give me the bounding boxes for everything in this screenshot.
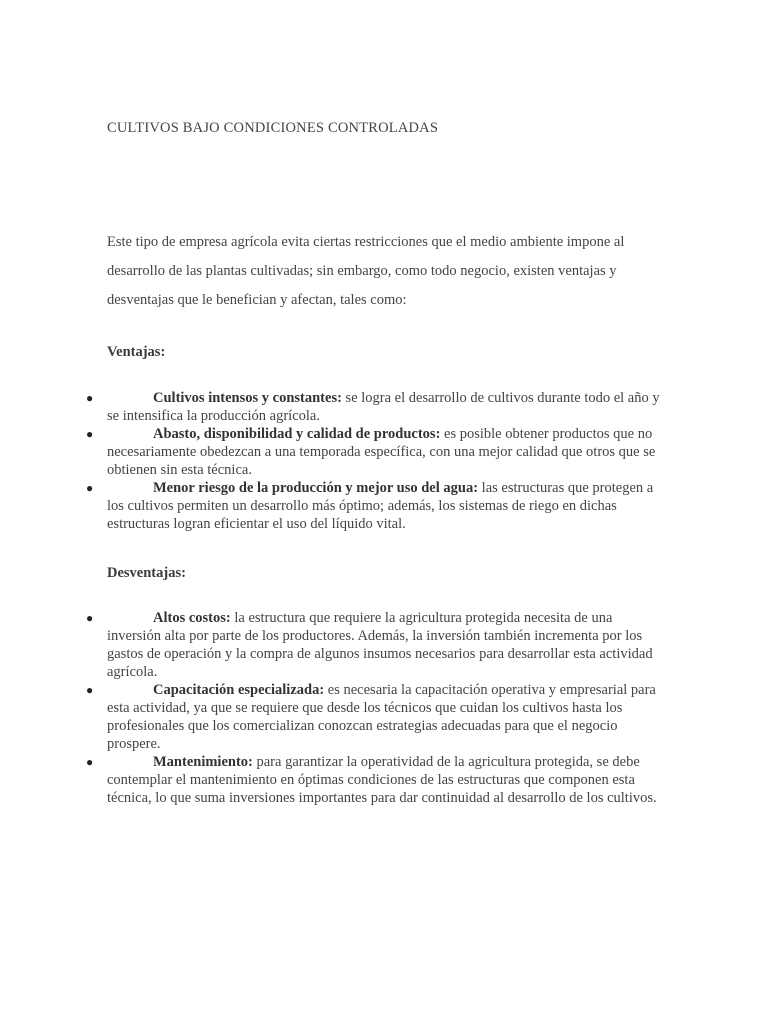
item-text: es necesaria la capacitación operativa y empresarial para esta actividad, ya que se requiere que desde los técnicos que cuidan los cultivos hasta los profesionales que los comercializan conozcan estrategias adecuadas para que el negocio prospere. (107, 682, 656, 752)
item-text: la estructura que requiere la agricultura protegida necesita de una inversión alta por parte de los productores. Además, la inversión también incrementa por los gastos de operación y la compra de algunos insumos necesarios para desarrollar esta actividad agrícola. (107, 610, 653, 680)
ventajas-list (0, 389, 768, 533)
list-item (0, 479, 667, 533)
intro-paragraph: Este tipo de empresa agrícola evita ciertas restricciones que el medio ambiente impone al desarrollo de las plantas cultivadas; sin embargo, como todo negocio, existen ventajas y desventajas que le benefician y afectan, tales como: (107, 234, 625, 308)
item-term: Mantenimiento: (153, 754, 253, 770)
bullet-icon: ● (86, 755, 94, 769)
item-term: Cultivos intensos y constantes: (153, 390, 342, 406)
list-item (0, 389, 667, 425)
bullet-icon: ● (86, 481, 94, 495)
bullet-icon: ● (86, 391, 94, 405)
item-term: Capacitación especializada: (153, 682, 325, 698)
bullet-icon: ● (86, 427, 94, 441)
list-item (0, 753, 667, 807)
list-item (0, 425, 667, 479)
list-item (0, 681, 667, 753)
ventajas-heading: Ventajas: (107, 344, 166, 360)
bullet-icon: ● (86, 611, 94, 625)
list-item (0, 609, 667, 681)
item-text: se logra el desarrollo de cultivos durante todo el año y se intensifica la producción agrícola. (107, 390, 660, 424)
item-term: Menor riesgo de la producción y mejor uso del agua: (153, 480, 479, 496)
document-title: CULTIVOS BAJO CONDICIONES CONTROLADAS (107, 120, 439, 136)
item-term: Abasto, disponibilidad y calidad de productos: (153, 426, 441, 442)
item-text: para garantizar la operatividad de la agricultura protegida, se debe contemplar el mantenimiento en óptimas condiciones de las estructuras que componen esta técnica, lo que suma inversiones importantes para dar continuidad al desarrollo de los cultivos. (107, 754, 657, 806)
item-text: es posible obtener productos que no necesariamente obedezcan a una temporada específica, con una mejor calidad que otros que se obtienen sin esta técnica. (107, 426, 656, 478)
item-term: Altos costos: (153, 610, 231, 626)
desventajas-heading: Desventajas: (107, 565, 186, 581)
item-text: las estructuras que protegen a los cultivos permiten un desarrollo más óptimo; además, los sistemas de riego en dichas estructuras logran eficientar el uso del líquido vital. (107, 480, 654, 532)
desventajas-list (0, 609, 768, 807)
bullet-icon: ● (86, 683, 94, 697)
